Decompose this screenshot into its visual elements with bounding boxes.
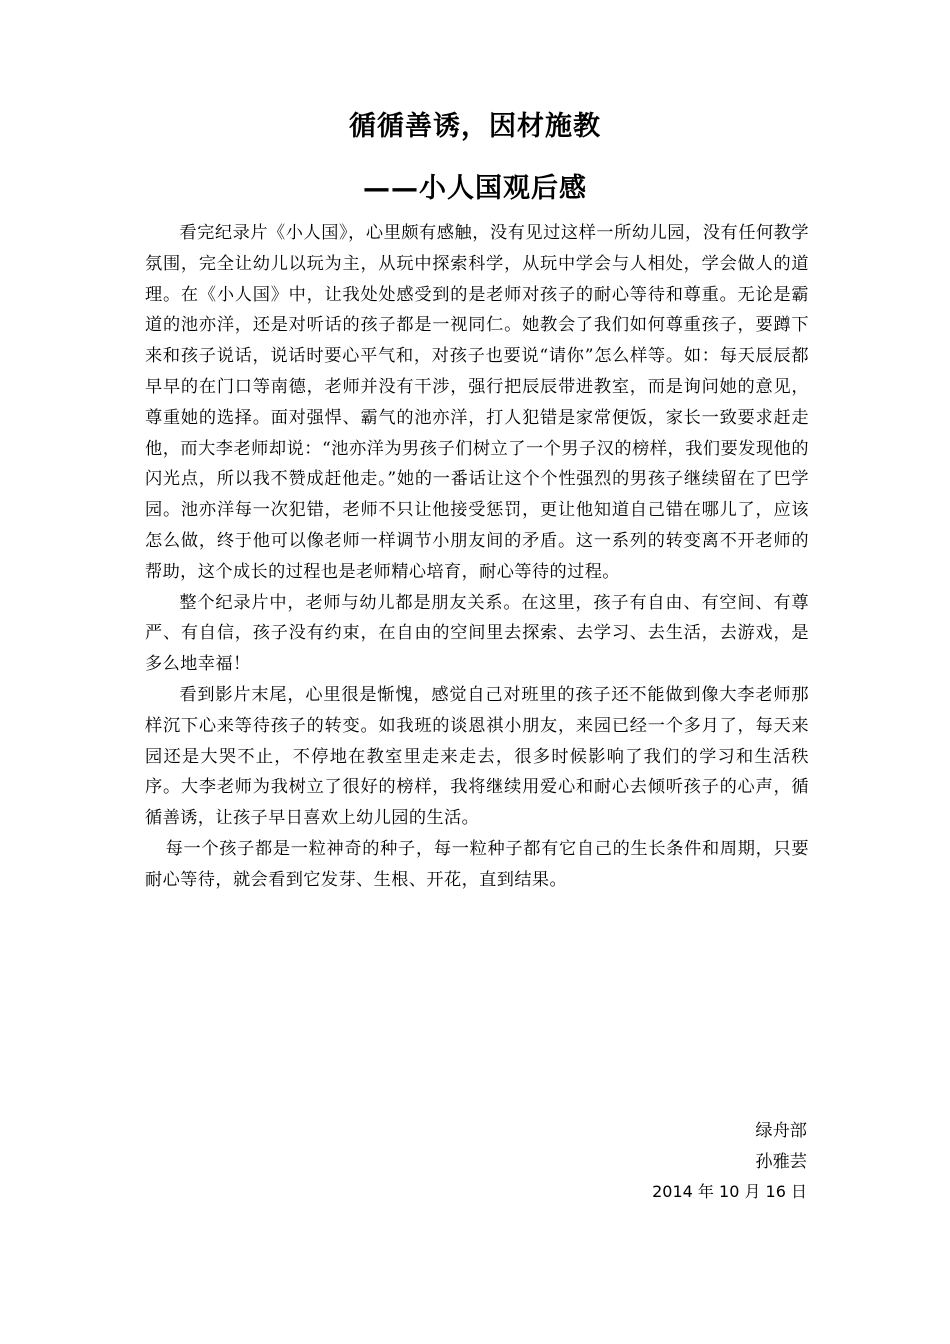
paragraph-1: 看完纪录片《小人国》，心里颇有感触，没有见过这样一所幼儿园，没有任何教学氛围，完全让幼儿以玩为主，从玩中探索科学，从玩中学会与人相处，学会做人的道理。在《小人国》中，让我处处感受到的是老师对孩子的耐心等待和尊重。无论是霸道的池亦洋，还是对听话的孩子都是一视同仁。她教会了我们如何尊重孩子，要蹲下来和孩子说话，说话时要心平气和，对孩子也要说“请你”怎么样等。如：每天辰辰都早早的在门口等南德，老师并没有干涉，强行把辰辰带进教室，而是询问她的意见，尊重她的选择。面对强悍、霸气的池亦洋，打人犯错是家常便饭，家长一致要求赶走他，而大李老师却说：“池亦洋为男孩子们树立了一个男子汉的榜样，我们要发现他的闪光点，所以我不赞成赶他走。”她的一番话让这个个性强烈的男孩子继续留在了巴学园。池亦洋每一次犯错，老师不只让他接受惩罚，更让他知道自己错在哪儿了，应该怎么做，终于他可以像老师一样调节小朋友间的矛盾。这一系列的转变离不开老师的帮助，这个成长的过程也是老师精心培育，耐心等待的过程。 [145, 223, 809, 582]
document-body [145, 218, 809, 896]
signature-block [652, 1116, 807, 1208]
document-subtitle: ——小人国观后感 [363, 173, 587, 204]
document-title: 循循善诱，因材施教 [349, 111, 601, 142]
paragraph-3: 看到影片末尾，心里很是惭愧，感觉自己对班里的孩子还不能做到像大李老师那样沉下心来等待孩子的转变。如我班的谈恩祺小朋友，来园已经一个多月了，每天来园还是大哭不止，不停地在教室里走来走去，很多时候影响了我们的学习和生活秩序。大李老师为我树立了很好的榜样，我将继续用爱心和耐心去倾听孩子的心声，循循善诱，让孩子早日喜欢上幼儿园的生活。 [145, 684, 809, 829]
signature-department: 绿舟部 [755, 1121, 807, 1141]
paragraph-2: 整个纪录片中，老师与幼儿都是朋友关系。在这里，孩子有自由、有空间、有尊严、有自信，孩子没有约束，在自由的空间里去探索、去学习、去生活，去游戏，是多么地幸福！ [145, 592, 809, 675]
paragraph-4: 每一个孩子都是一粒神奇的种子，每一粒种子都有它自己的生长条件和周期，只要耐心等待，就会看到它发芽、生根、开花，直到结果。 [145, 838, 809, 890]
signature-author: 孙雅芸 [755, 1151, 807, 1172]
signature-date: 2014 年 10 月 16 日 [652, 1182, 807, 1201]
